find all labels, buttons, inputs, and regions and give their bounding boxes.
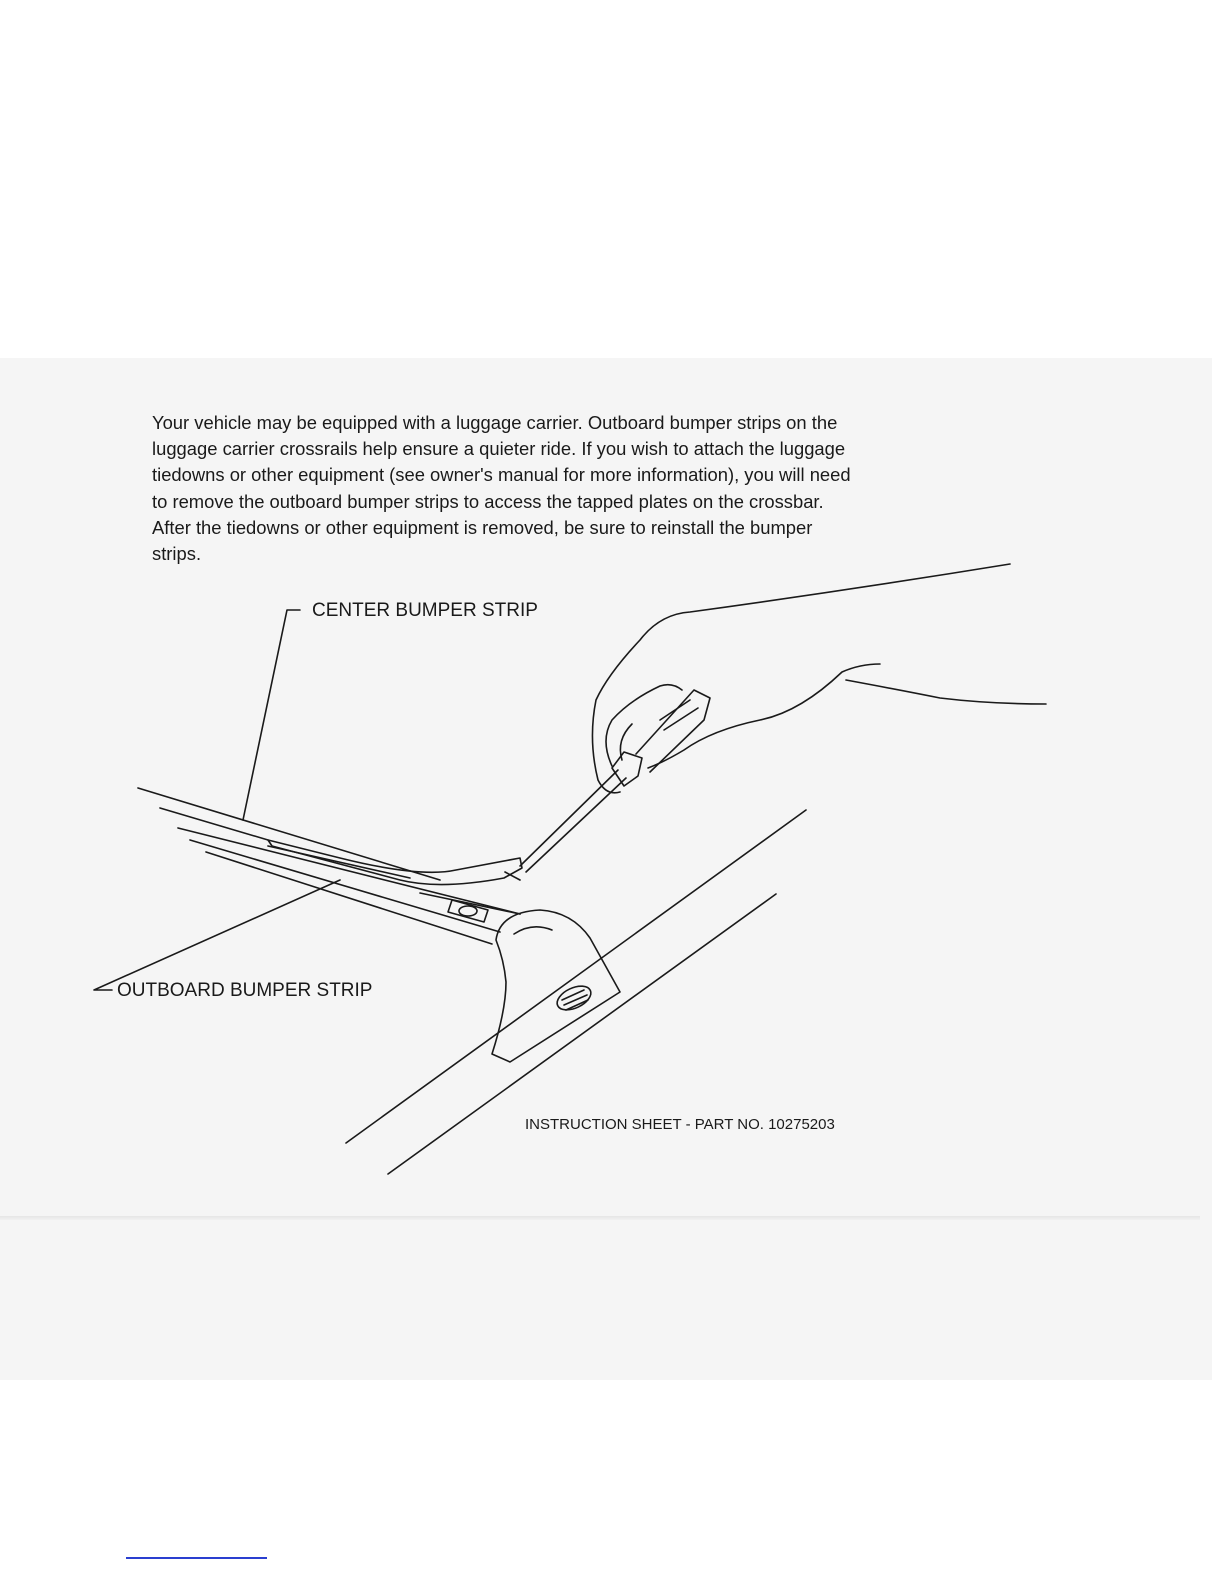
end-support-foot xyxy=(492,910,620,1062)
thumbwheel-knob xyxy=(553,981,594,1014)
center-strip-leader-line xyxy=(243,610,300,820)
center-bumper-strip xyxy=(268,840,522,885)
outboard-strip-leader-line xyxy=(94,880,340,990)
center-bumper-strip-label: CENTER BUMPER STRIP xyxy=(312,600,538,621)
outboard-bumper-strip-label: OUTBOARD BUMPER STRIP xyxy=(117,980,373,1001)
roof-line-upper xyxy=(346,810,806,1143)
intro-paragraph: Your vehicle may be equipped with a luggage carrier. Outboard bumper strips on the luggage carrier crossrails help ensure a quieter ride. If you wish to attach the luggage tiedowns or other equipment (see owner's manual for more information), you will need to remove the outboard bumper strips to access the tapped plates on the crossbar. After the tiedowns or other equipment is removed, be sure to reinstall the bumper strips. xyxy=(152,412,851,565)
part-number-caption: INSTRUCTION SHEET - PART NO. 10275203 xyxy=(525,1116,835,1133)
crossbar xyxy=(138,788,520,944)
footer-link[interactable] xyxy=(126,1557,267,1559)
hand-outline xyxy=(592,564,1046,793)
